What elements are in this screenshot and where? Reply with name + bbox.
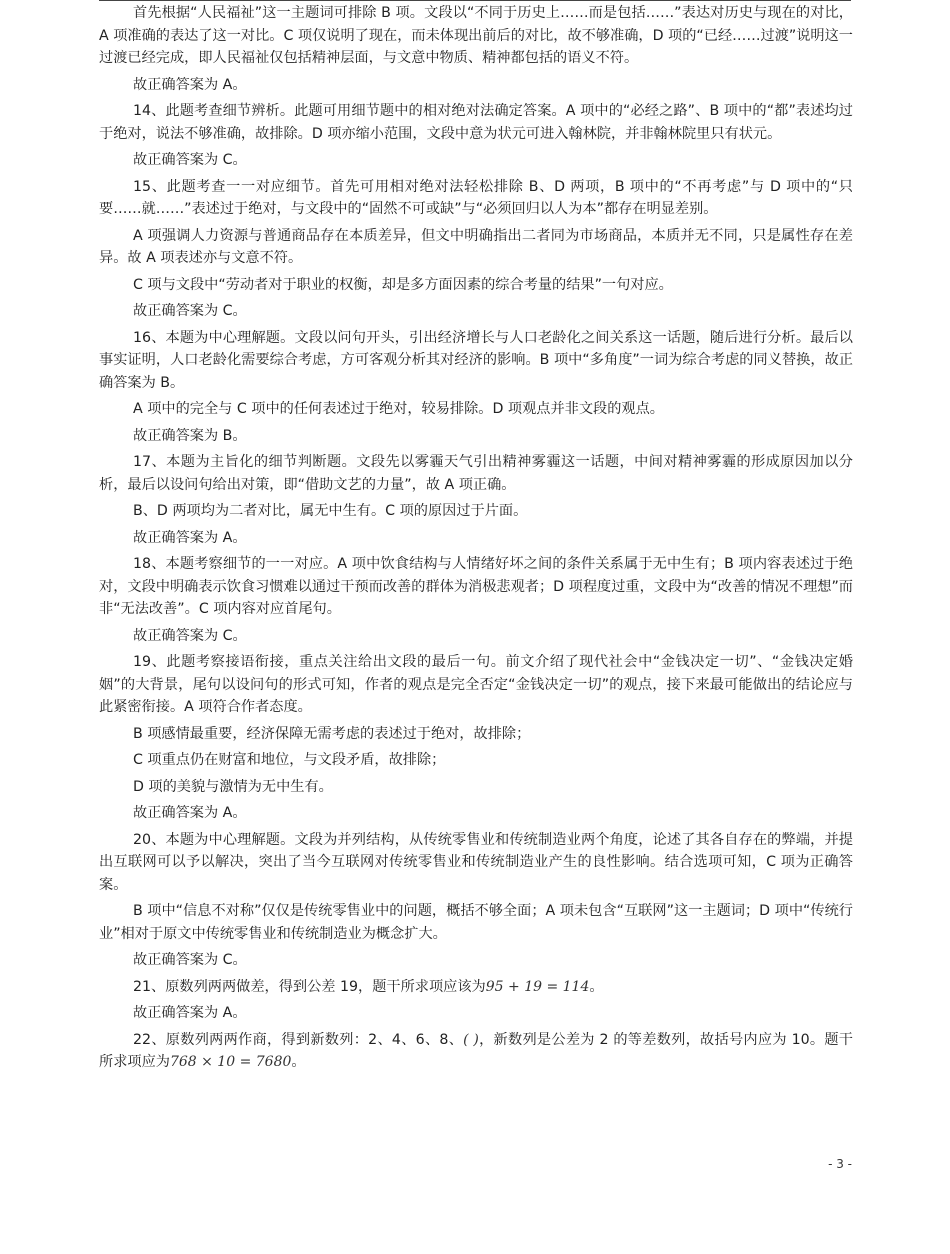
- answer-line: 故正确答案为 A。: [133, 76, 247, 93]
- paragraph-16-options: A 项中的完全与 C 项中的任何表述过于绝对，较易排除。D 项观点并非文段的观点。: [133, 401, 664, 417]
- q22-text: 22、原数列两两作商，得到新数列：2、4、6、8、: [133, 1031, 464, 1048]
- q21-tail: 。: [589, 978, 604, 995]
- q22-mid: ，新数列是公差为 2 的等差数列，故括号内应为 10。题干所求项应为: [99, 1031, 853, 1070]
- paragraph-14-analysis: 14、此题考查细节辨析。此题可用细节题中的相对绝对法确定答案。A 项中的“必经之路”、B 项中的“都”表述均过于绝对，说法不够准确，故排除。D 项亦缩小范围，文段中意为状元可进入翰林院，并非翰林院里只有状元。: [99, 103, 853, 142]
- paragraph-19-option-c: C 项重点仍在财富和地位，与文段矛盾，故排除；: [133, 752, 446, 768]
- paragraph-21-analysis: [99, 976, 853, 999]
- paragraph-17-analysis: 17、本题为主旨化的细节判断题。文段先以雾霾天气引出精神雾霾这一话题，中间对精神雾霾的形成原因加以分析，最后以设问句给出对策，即“借助文艺的力量”，故 A 项正确。: [99, 454, 853, 493]
- paragraph-15-analysis: 15、此题考查一一对应细节。首先可用相对绝对法轻松排除 B、D 两项，B 项中的“不再考虑”与 D 项中的“只要……就……”表述过于绝对，与文段中的“固然不可或缺”与“必须回归以人为本”都存在明显差别。: [99, 178, 853, 217]
- paragraph-13-analysis: 首先根据“人民福祉”这一主题词可排除 B 项。文段以“不同于历史上……而是包括……”表达对历史与现在的对比，A 项准确的表达了这一对比。C 项仅说明了现在，而未体现出前后的对比，故不够准确，D 项的“已经……过渡”说明这一过渡已经完成，即人民福祉仅包括精神层面，与文意中物质、精神都包括的语义不符。: [99, 5, 853, 66]
- top-rule: [99, 0, 851, 1]
- answer-line: 故正确答案为 C。: [133, 627, 247, 644]
- paragraph-19-option-b: B 项感情最重要，经济保障无需考虑的表述过于绝对，故排除；: [133, 725, 531, 742]
- q22-tail: 。: [291, 1054, 306, 1070]
- paragraph-17-options: B、D 两项均为二者对比，属无中生有。C 项的原因过于片面。: [133, 503, 528, 519]
- paragraph-19-analysis: 19、此题考察接语衔接，重点关注给出文段的最后一句。前文介绍了现代社会中“金钱决定一切”、“金钱决定婚姻”的大背景，尾句以设问句的形式可知，作者的观点是完全否定“金钱决定一切”的观点，接下来最可能做出的结论应与此紧密衔接。A 项符合作者态度。: [99, 654, 853, 715]
- answer-line: 故正确答案为 A。: [133, 805, 247, 821]
- answer-line: 故正确答案为 C。: [133, 952, 247, 968]
- paragraph-20-analysis: 20、本题为中心理解题。文段为并列结构，从传统零售业和传统制造业两个角度，论述了其各自存在的弊端，并提出互联网可以予以解决，突出了当今互联网对传统零售业和传统制造业产生的良性影响。结合选项可知，C 项为正确答案。: [99, 831, 853, 893]
- q21-formula: 95 + 19 = 114: [485, 978, 590, 995]
- answer-line: 故正确答案为 B。: [133, 427, 247, 444]
- paragraph-18-analysis: 18、本题考察细节的一一对应。A 项中饮食结构与人情绪好坏之间的条件关系属于无中生有；B 项内容表述过于绝对，文段中明确表示饮食习惯难以通过干预而改善的群体为消极悲观者；D 项程度过重，文段中为“改善的情况不理想”而非“无法改善”。C 项内容对应首尾句。: [99, 556, 853, 617]
- paragraph-19-option-d: D 项的美貌与激情为无中生有。: [133, 778, 333, 795]
- q22-formula: 768 × 10 = 7680: [169, 1054, 292, 1070]
- answer-line: 故正确答案为 A。: [133, 529, 247, 546]
- answer-line: 故正确答案为 C。: [133, 303, 247, 319]
- q22-paren: ( ): [463, 1031, 479, 1048]
- q21-text: 21、原数列两两做差，得到公差 19，题干所求项应该为: [133, 978, 486, 995]
- paragraph-15-option-c: C 项与文段中“劳动者对于职业的权衡，却是多方面因素的综合考量的结果”一句对应。: [133, 276, 673, 293]
- paragraph-16-analysis: 16、本题为中心理解题。文段以问句开头，引出经济增长与人口老龄化之间关系这一话题，随后进行分析。最后以事实证明，人口老龄化需要综合考虑，方可客观分析其对经济的影响。B 项中“多角度”一词为综合考虑的同义替换，故正确答案为 B。: [99, 329, 853, 391]
- paragraph-15-option-a: A 项强调人力资源与普通商品存在本质差异，但文中明确指出二者同为市场商品，本质并无不同，只是属性存在差异。故 A 项表述亦与文意不符。: [99, 227, 853, 266]
- page-content: [99, 2, 853, 1078]
- answer-line: 故正确答案为 A。: [133, 1005, 247, 1021]
- paragraph-20-options: B 项中“信息不对称”仅仅是传统零售业中的问题，概括不够全面；A 项未包含“互联网”这一主题词；D 项中“传统行业”相对于原文中传统零售业和传统制造业为概念扩大。: [99, 903, 853, 942]
- answer-line: 故正确答案为 C。: [133, 152, 247, 168]
- paragraph-22-analysis: [99, 1029, 853, 1074]
- page-number: - 3 -: [828, 1157, 852, 1171]
